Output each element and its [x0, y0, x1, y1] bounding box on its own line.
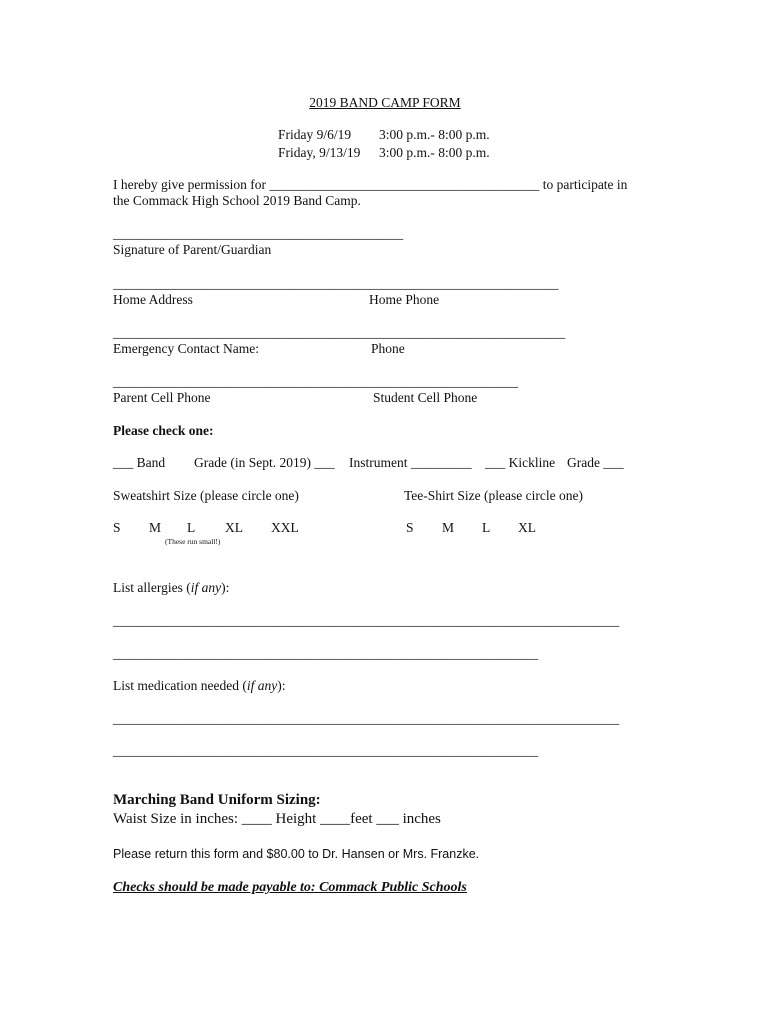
date-2-day: Friday, 9/13/19: [278, 145, 361, 160]
date-2-time: 3:00 p.m.- 8:00 p.m.: [379, 145, 490, 160]
permission-line-2: the Commack High School 2019 Band Camp.: [113, 193, 361, 208]
allergies-field-2[interactable]: _______________________________________________________________: [113, 646, 539, 661]
home-address-field[interactable]: __________________________________________________________________: [113, 276, 559, 291]
tee-size-m[interactable]: M: [442, 520, 455, 535]
teeshirt-label: Tee-Shirt Size (please circle one): [404, 488, 583, 503]
sweat-size-l[interactable]: L: [187, 520, 196, 535]
allergies-label: List allergies (if any):: [113, 580, 230, 595]
uniform-heading: Marching Band Uniform Sizing:: [113, 792, 321, 808]
sweat-size-m[interactable]: M: [149, 520, 162, 535]
phone-label: Phone: [371, 341, 405, 356]
home-address-label: Home Address: [113, 292, 193, 307]
run-small-note: (These run small!): [165, 537, 221, 546]
medication-label: List medication needed (if any):: [113, 678, 286, 693]
emergency-contact-label: Emergency Contact Name:: [113, 341, 259, 356]
grade-option[interactable]: Grade (in Sept. 2019) ___: [194, 455, 335, 470]
signature-field[interactable]: ___________________________________________: [113, 226, 404, 241]
emergency-contact-field[interactable]: ___________________________________________________________________: [113, 325, 566, 340]
date-1-day: Friday 9/6/19: [278, 127, 352, 142]
sweat-size-xl[interactable]: XL: [225, 520, 243, 535]
date-1-time: 3:00 p.m.- 8:00 p.m.: [379, 127, 490, 142]
instrument-option[interactable]: Instrument _________: [349, 455, 472, 470]
form-title: 2019 BAND CAMP FORM: [309, 95, 461, 110]
cell-phone-field[interactable]: ____________________________________________________________: [113, 374, 518, 389]
allergies-field-1[interactable]: ___________________________________________________________________________: [113, 613, 620, 628]
sweat-size-xxl[interactable]: XXL: [271, 520, 299, 535]
tee-size-s[interactable]: S: [406, 520, 414, 535]
sweat-size-s[interactable]: S: [113, 520, 121, 535]
sweatshirt-label: Sweatshirt Size (please circle one): [113, 488, 299, 503]
return-instructions: Please return this form and $80.00 to Dr. Hansen or Mrs. Franzke.: [113, 847, 480, 861]
tee-size-l[interactable]: L: [482, 520, 491, 535]
medication-field-1[interactable]: ___________________________________________________________________________: [113, 711, 620, 726]
tee-size-xl[interactable]: XL: [518, 520, 536, 535]
signature-label: Signature of Parent/Guardian: [113, 242, 272, 257]
permission-line-1: I hereby give permission for ________________________________________ to participate in: [113, 177, 628, 192]
checks-payable-line: Checks should be made payable to: Commack Public Schools: [113, 880, 467, 895]
waist-height-line[interactable]: Waist Size in inches: ____ Height ____feet ___ inches: [113, 811, 441, 827]
home-phone-label: Home Phone: [369, 292, 440, 307]
band-option[interactable]: ___ Band: [113, 455, 166, 470]
check-heading: Please check one:: [113, 423, 214, 438]
student-cell-label: Student Cell Phone: [373, 390, 478, 405]
kickline-grade-option[interactable]: Grade ___: [567, 455, 624, 470]
kickline-option[interactable]: ___ Kickline: [485, 455, 556, 470]
parent-cell-label: Parent Cell Phone: [113, 390, 211, 405]
medication-field-2[interactable]: _______________________________________________________________: [113, 743, 539, 758]
